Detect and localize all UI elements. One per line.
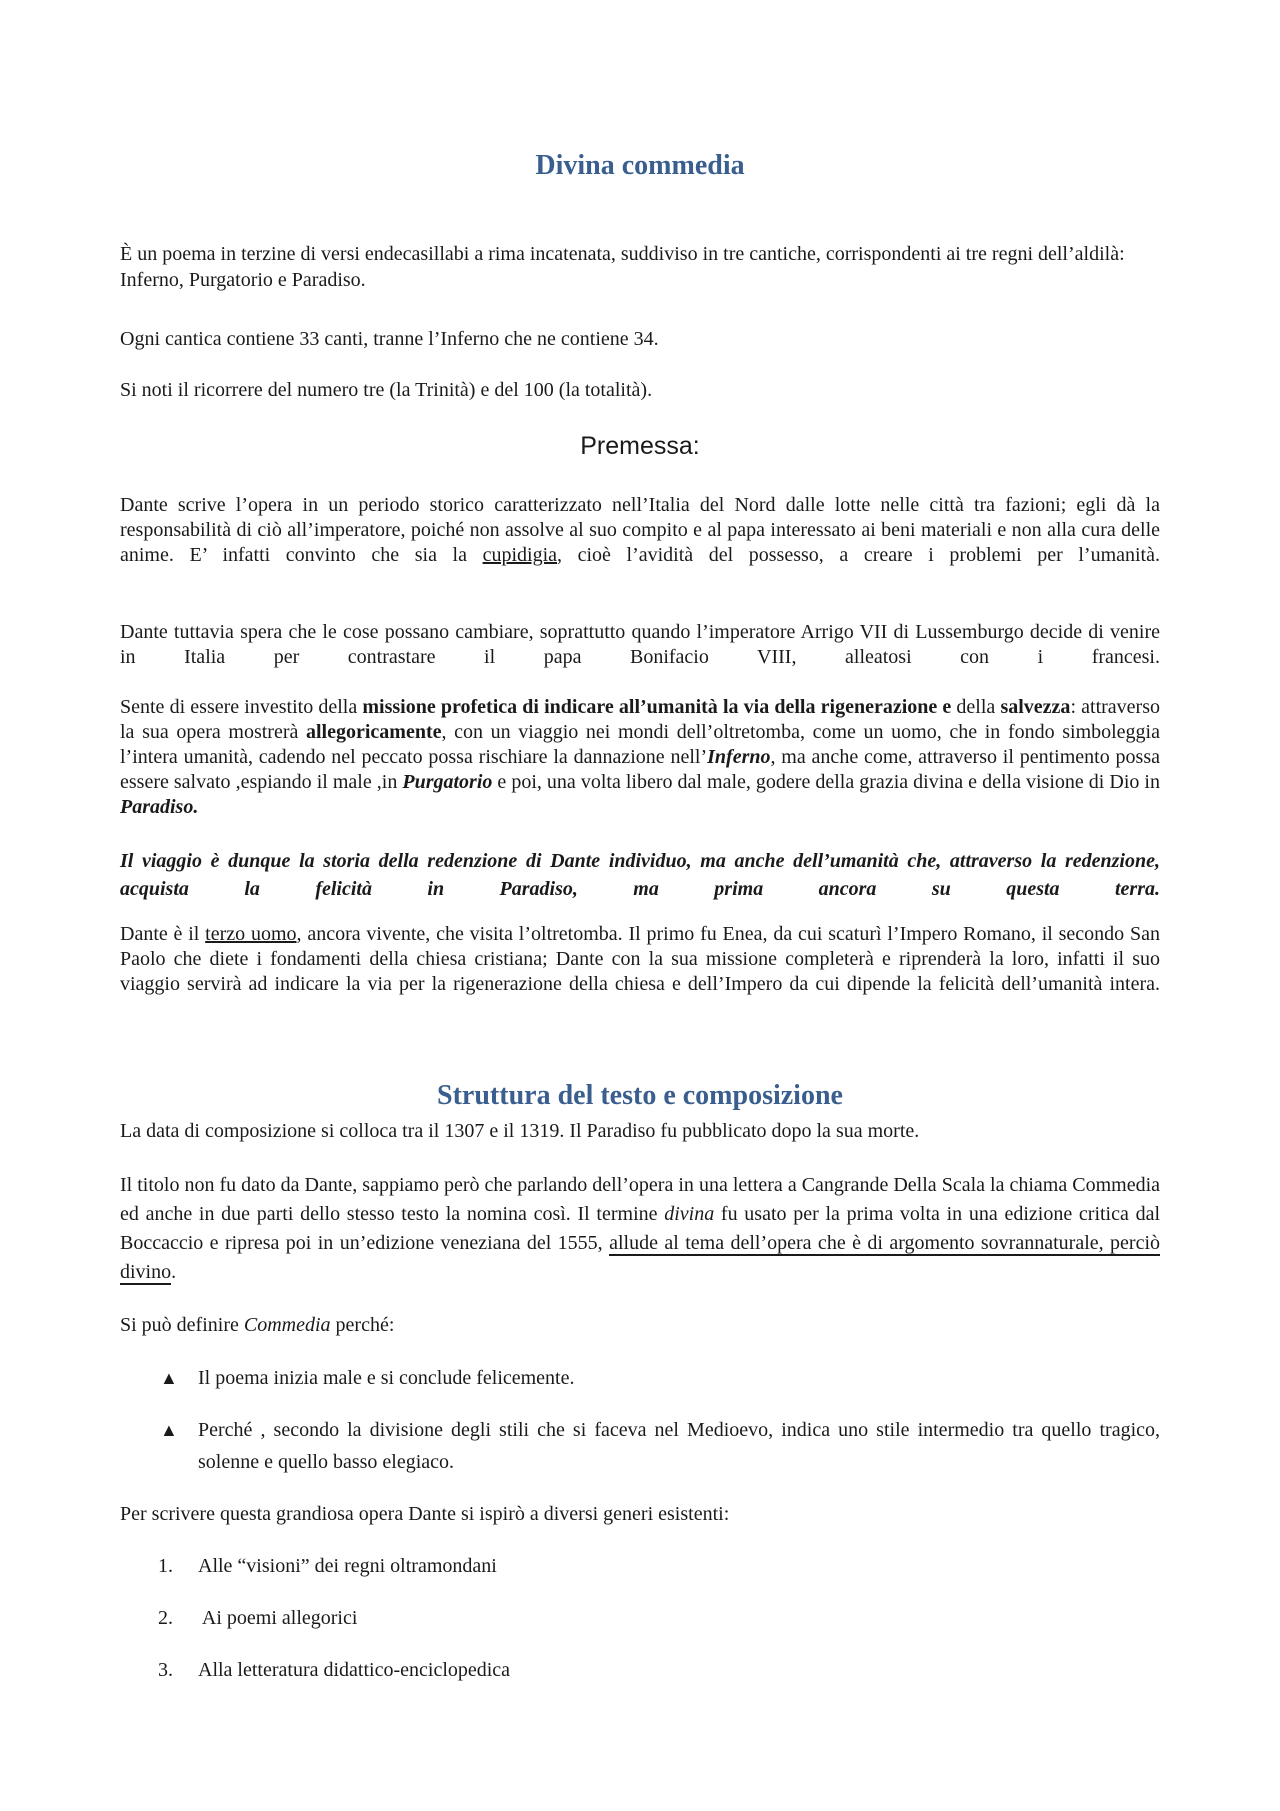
- premessa-paragraph-5: Dante è il terzo uomo, ancora vivente, che visita l’oltretomba. Il primo fu Enea, da cui scaturì l’Impero Romano, il secondo San Paolo che diete i fondamenti della chiesa cristiana; Dante con la sua missione completerà e riprenderà la loro, infatti il suo viaggio servirà ad indicare la via per la rigenerazione della chiesa e dell’Impero da cui dipende la felicità dell’umanità intera.: [120, 923, 1160, 995]
- intro-paragraph-2: Ogni cantica contiene 33 canti, tranne l’Inferno che ne contiene 34.: [120, 328, 659, 350]
- premessa-heading: Premessa:: [580, 432, 700, 460]
- struttura-paragraph-2: Il titolo non fu dato da Dante, sappiamo però che parlando dell’opera in una lettera a Cangrande Della Scala la chiama Commedia ed anche in due parti dello stesso testo la nomina così. Il termine divina fu usato per la prima volta in una edizione critica dal Boccaccio e ripresa poi in un’edizione veneziana del 1555, allude al tema dell’opera che è di argomento sovrannaturale, perciò divino.: [120, 1174, 1161, 1283]
- premessa-paragraph-4: Il viaggio è dunque la storia della redenzione di Dante individuo, ma anche dell’umanità che, attraverso la redenzione, acquista la felicità in Paradiso, ma prima ancora su questa terra.: [120, 850, 1160, 900]
- underlined-term-terzo-uomo: terzo uomo: [205, 923, 297, 945]
- intro-paragraph-3: Si noti il ricorrere del numero tre (la Trinità) e del 100 (la totalità).: [120, 379, 653, 401]
- struttura-heading: Struttura del testo e composizione: [437, 1080, 843, 1111]
- struttura-paragraph-3: Si può definire Commedia perché:: [120, 1314, 395, 1336]
- triangle-bullet-icon: ▲: [160, 1368, 178, 1388]
- struttura-paragraph-4: Per scrivere questa grandiosa opera Dante si ispirò a diversi generi esistenti:: [120, 1503, 730, 1525]
- triangle-bullet-icon: ▲: [160, 1420, 178, 1440]
- struttura-paragraph-1: La data di composizione si colloca tra il 1307 e il 1319. Il Paradiso fu pubblicato dopo la sua morte.: [120, 1120, 920, 1142]
- underlined-term-cupidigia: cupidigia: [482, 544, 558, 566]
- premessa-paragraph-1: Dante scrive l’opera in un periodo storico caratterizzato nell’Italia del Nord dalle lotte nelle città tra fazioni; egli dà la responsabilità di ciò all’imperatore, poiché non assolve al suo compito e al papa interessato ai beni materiali e non alla cura delle anime. E’ infatti convinto che sia la cupidigia, cioè l’avidità del possesso, a creare i problemi per l’umanità.: [120, 494, 1160, 566]
- premessa-paragraph-3: Sente di essere investito della missione profetica di indicare all’umanità la via della rigenerazione e della salvezza: attraverso la sua opera mostrerà allegoricamente, con un viaggio nei mondi dell’oltretomba, come un uomo, che in fondo simboleggia l’intera umanità, cadendo nel peccato possa rischiare la dannazione nell’Inferno, ma anche come, attraverso il pentimento possa essere salvato ,espiando il male ,in Purgatorio e poi, una volta libero dal male, godere della grazia divina e della visione di Dio in Paradiso.: [120, 696, 1160, 818]
- premessa-paragraph-2: Dante tuttavia spera che le cose possano cambiare, soprattutto quando l’imperatore Arrigo VII di Lussemburgo decide di venire in Italia per contrastare il papa Bonifacio VIII, alleatosi con i francesi.: [120, 621, 1160, 668]
- intro-paragraph-1: È un poema in terzine di versi endecasillabi a rima incatenata, suddiviso in tre cantiche, corrispondenti ai tre regni dell’aldilà: Inferno, Purgatorio e Paradiso.: [120, 243, 1125, 291]
- document-title: Divina commedia: [535, 150, 745, 181]
- underlined-phrase: allude al tema dell’opera che è di argomento sovrannaturale, perciò divino: [120, 1232, 1161, 1283]
